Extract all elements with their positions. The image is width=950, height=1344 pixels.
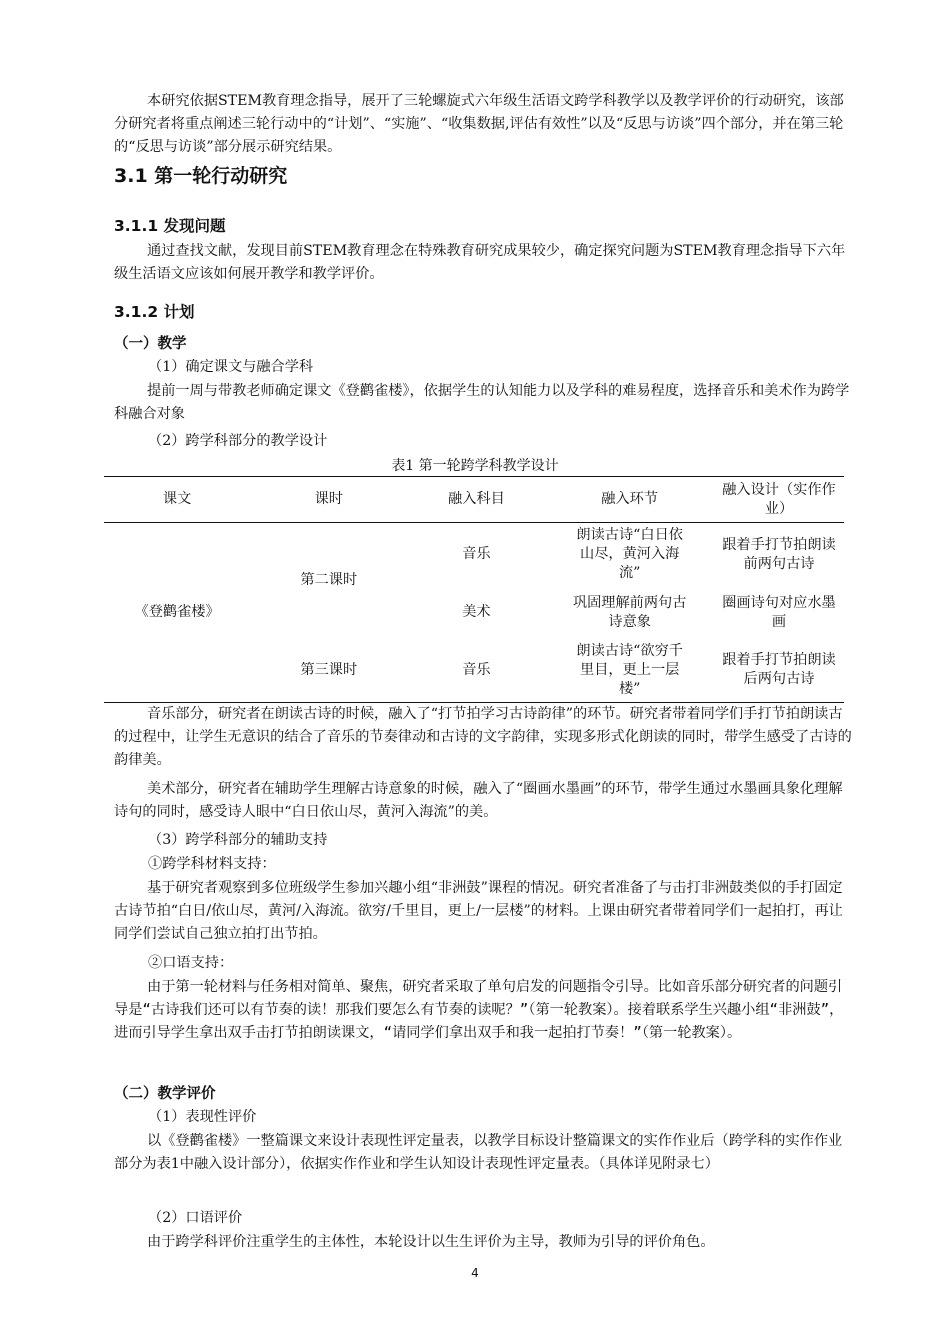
table-caption: 表1 第一轮跨学科教学设计	[391, 458, 559, 474]
subject-cell: 音乐	[462, 546, 491, 563]
table-row	[104, 523, 844, 587]
table-header-row	[104, 477, 844, 523]
design-text: 跟着手打节拍朗读前两句古诗	[722, 536, 836, 572]
lesson-cell: 第二课时	[300, 572, 358, 589]
eval-item-2-heading: （2）口语评价	[148, 1210, 243, 1226]
lesson-cell: 第三课时	[300, 661, 358, 678]
eval-item-1-heading: （1）表现性评价	[148, 1109, 257, 1125]
item-2-heading: （2）跨学科部分的教学设计	[148, 433, 328, 449]
header-cell: 融入环节	[601, 491, 659, 507]
intro-paragraph: 本研究依据STEM教育理念指导，展开了三轮螺旋式六年级生活语文跨学科教学以及教学评价的行动研究，该部分研究者将重点阐述三轮行动中的“计划”、“实施”、“收集数据,评估有效性”以及“反思与访谈”四个部分，并在第三轮的“反思与访谈”部分展示研究结果。	[114, 93, 844, 155]
subsection-heading-3-1-1: 3.1.1 发现问题	[114, 217, 226, 235]
item-3-heading: （3）跨学科部分的辅助支持	[148, 832, 328, 848]
step-text: 朗读古诗“白日依山尽，黄河入海流”	[576, 527, 683, 582]
text-title-cell: 《登鹳雀楼》	[134, 604, 220, 620]
paragraph-find-problem: 通过查找文献，发现目前STEM教育理念在特殊教育研究成果较少，确定探究问题为STEM教育理念指导下六年级生活语文应该如何展开教学和教学评价。	[114, 243, 846, 282]
design-text: 圈画诗句对应水墨画	[722, 594, 836, 630]
paragraph-art: 美术部分，研究者在辅助学生理解古诗意象的时候，融入了“圈画水墨画”的环节，带学生通过水墨画具象化理解诗句的同时，感受诗人眼中“白日依山尽，黄河入海流”的美。	[114, 781, 843, 820]
subsection-heading-3-1-2: 3.1.2 计划	[114, 303, 195, 321]
subject-cell: 音乐	[462, 661, 491, 678]
paragraph-music: 音乐部分，研究者在朗读古诗的时候，融入了“打节拍学习古诗韵律”的环节。研究者带着同学们手打节拍朗读古的过程中，让学生无意识的结合了音乐的节奏律动和古诗的文字韵律，实现多形式化朗读的同时，带学生感受了古诗的韵律美。	[114, 706, 852, 768]
heading-evaluation: （二）教学评价	[114, 1086, 216, 1102]
design-cell	[714, 639, 844, 703]
paragraph-choose-text: 提前一周与带教老师确定课文《登鹳雀楼》，依据学生的认知能力以及学科的难易程度，选择音乐和美术作为跨学科融合对象	[114, 383, 850, 422]
header-cell: 融入科目	[448, 491, 505, 507]
teaching-design-table	[104, 476, 844, 703]
step-cell	[545, 523, 714, 587]
paragraph-oral-support	[114, 976, 856, 1045]
item-1-heading: （1）确定课文与融合学科	[148, 359, 314, 375]
step-text: 朗读古诗“欲穷千里目，更上一层楼”	[576, 642, 683, 697]
design-text: 跟着手打节拍朗读后两句古诗	[722, 652, 836, 688]
material-support-heading: ①跨学科材料支持：	[148, 856, 276, 872]
page-number: 4	[471, 1266, 479, 1280]
oral-support-quote: “古诗我们还可以有节奏的读！那我们要怎么有节奏的读呢？”（第一轮教案）。接着联系学生兴趣小组“非洲鼓”，进而引导学生拿出双手击打节拍朗读课文，“请同学们拿出双手和我一起拍打节奏！”（第一轮教案）。	[114, 1002, 844, 1041]
header-cell: 课文	[162, 491, 192, 507]
step-text: 巩固理解前两句古诗意象	[572, 594, 687, 630]
section-heading-3-1: 3.1 第一轮行动研究	[114, 165, 288, 187]
paragraph-material-support: 基于研究者观察到多位班级学生参加兴趣小组“非洲鼓”课程的情况。研究者准备了与击打非洲鼓类似的手打固定古诗节拍“白日/依山尽，黄河/入海流。欲穷/千里目，更上/一层楼”的材料。上课由研究者带着同学们一起拍打，再让同学们尝试自己独立拍打出节拍。	[114, 880, 843, 942]
paragraph-performance-eval: 以《登鹳雀楼》一整篇课文来设计表现性评定量表，以教学目标设计整篇课文的实作作业后（跨学科的实作作业部分为表1中融入设计部分），依据实作作业和学生认知设计表现性评定量表。（具体详见附录七）	[114, 1133, 843, 1172]
paragraph-oral-eval: 由于跨学科评价注重学生的主体性，本轮设计以生生评价为主导，教师为引导的评价角色。	[147, 1234, 715, 1250]
header-text: 融入设计（实作作业）	[722, 481, 836, 517]
subject-cell: 美术	[462, 604, 491, 620]
header-cell	[714, 477, 844, 523]
step-cell	[545, 639, 714, 703]
oral-support-text: 由于第一轮材料与任务相对简单、聚焦，研究者采取了单句启发的问题指令引导。比如音乐部分研究者的问题引导是	[114, 979, 843, 1018]
header-cell: 课时	[314, 491, 343, 507]
oral-support-heading: ②口语支持：	[148, 955, 234, 971]
design-cell	[714, 587, 844, 639]
design-cell	[714, 523, 844, 587]
heading-teaching: （一）教学	[114, 336, 187, 352]
step-cell	[545, 587, 714, 639]
